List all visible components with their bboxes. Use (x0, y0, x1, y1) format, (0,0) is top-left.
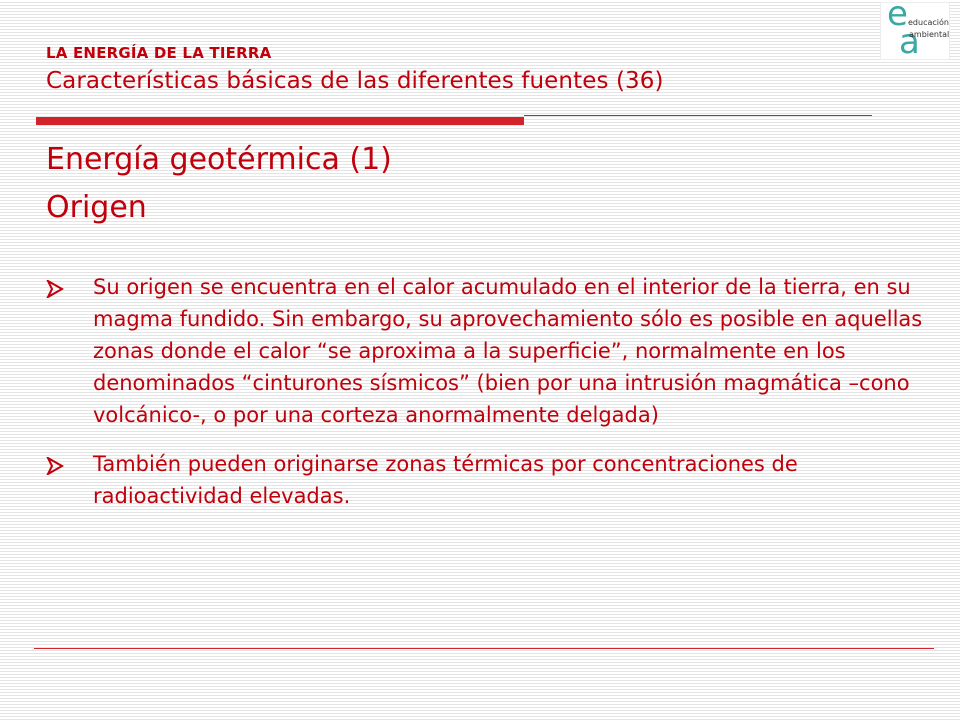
logo-text-line1: educación (908, 18, 949, 27)
title-rule-thick (36, 117, 524, 125)
section-kicker: LA ENERGÍA DE LA TIERRA (46, 44, 272, 62)
bullet-list (46, 271, 926, 529)
arrowhead-bullet-icon (46, 280, 66, 298)
educacion-ambiental-logo (880, 2, 950, 60)
subtitle-heading: Energía geotérmica (1) (46, 142, 392, 177)
arrowhead-bullet-icon (46, 457, 66, 475)
slide-title: Características básicas de las diferentes fuentes (36) (46, 68, 664, 94)
logo-letter-a: a (899, 22, 920, 62)
bullet-item (46, 448, 926, 512)
bullet-text: Su origen se encuentra en el calor acumulado en el interior de la tierra, en su magma fundido. Sin embargo, su aprovechamiento sólo es posible en aquellas zonas donde el calor “se aproxima a la superficie”, normalmente en los denominados “cinturones sísmicos” (bien por una intrusión magmática –cono volcánico-, o por una corteza anormalmente delgada) (93, 275, 923, 427)
bullet-text: También pueden originarse zonas térmicas por concentraciones de radioactividad elevadas. (93, 452, 798, 508)
footer-rule (34, 648, 934, 649)
logo-text-line2: ambiental (909, 30, 950, 39)
bullet-item (46, 271, 926, 431)
section-heading: Origen (46, 190, 147, 225)
logo-letter-e: e (887, 0, 908, 34)
title-rule-thin (524, 115, 872, 116)
